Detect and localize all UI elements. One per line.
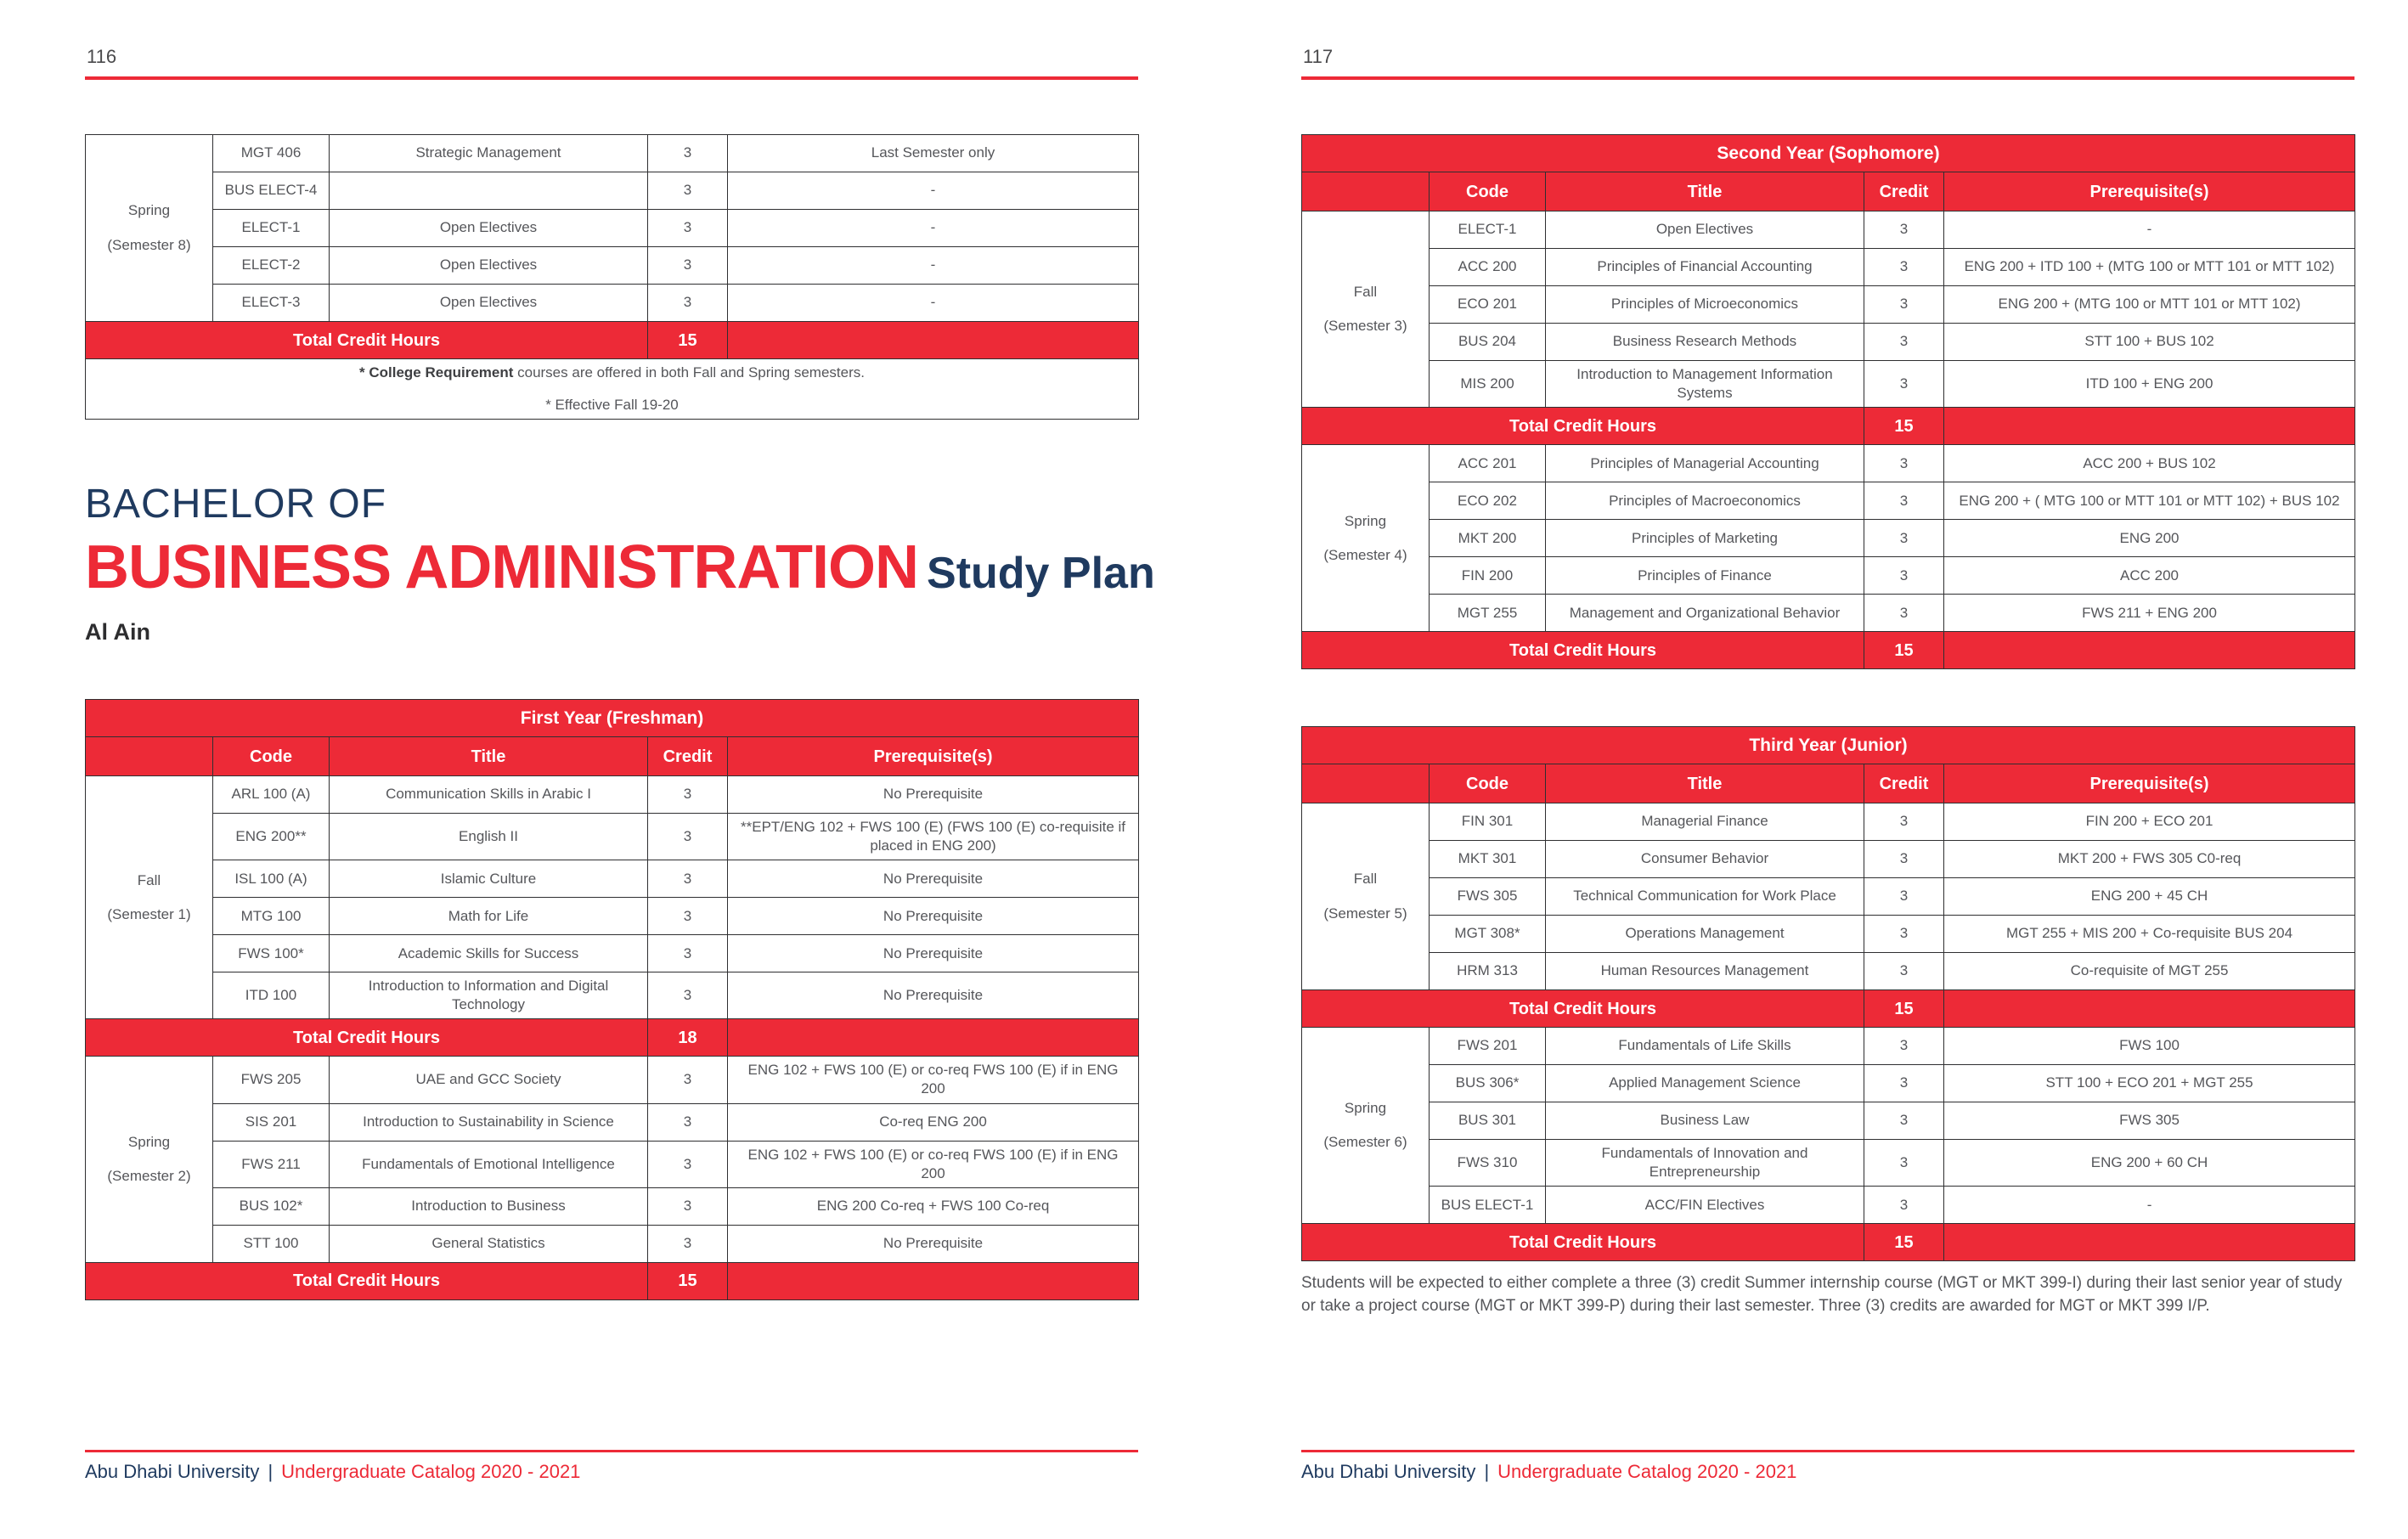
course-prereq-cell: **EPT/ENG 102 + FWS 100 (E) (FWS 100 (E) co-requisite if placed in ENG 200)	[728, 814, 1139, 860]
page-number-left: 116	[87, 46, 117, 67]
course-credit-cell: 3	[1864, 520, 1944, 557]
page-number-right: 117	[1303, 46, 1334, 67]
semester-number: (Semester 1)	[107, 905, 191, 922]
course-credit-cell: 3	[648, 898, 728, 935]
course-code-cell: FWS 305	[1430, 878, 1546, 916]
footer-catalog: Undergraduate Catalog 2020 - 2021	[281, 1461, 581, 1482]
column-header-row	[86, 737, 1139, 776]
semester-label-cell	[86, 135, 213, 322]
footer-catalog: Undergraduate Catalog 2020 - 2021	[1497, 1461, 1797, 1482]
note-line	[93, 396, 1131, 414]
third-year-table	[1301, 726, 2354, 1261]
course-prereq-cell: ENG 200	[1944, 520, 2355, 557]
total-label-cell: Total Credit Hours	[86, 1262, 648, 1299]
semester-name: Spring	[1344, 512, 1387, 529]
course-code-cell: SIS 201	[213, 1103, 330, 1141]
course-title-cell: Human Resources Management	[1546, 953, 1864, 990]
note-text: * Effective Fall 19-20	[545, 397, 679, 414]
semester-name: Spring	[127, 202, 171, 219]
degree-title-line2	[85, 533, 1155, 602]
campus-label: Al Ain	[85, 619, 150, 645]
table-title: Third Year (Junior)	[1302, 727, 2355, 764]
course-code-cell: BUS 306*	[1430, 1065, 1546, 1102]
course-title-cell: Principles of Managerial Accounting	[1546, 445, 1864, 482]
second-year-table	[1301, 134, 2354, 669]
course-title-cell	[330, 172, 648, 210]
note-text: courses are offered in both Fall and Spring semesters.	[513, 364, 865, 381]
course-code-cell: FIN 301	[1430, 803, 1546, 841]
course-code-cell: MGT 406	[213, 135, 330, 172]
course-row	[1302, 249, 2355, 286]
course-row	[86, 1141, 1139, 1187]
course-prereq-cell: ENG 200 + 45 CH	[1944, 878, 2355, 916]
course-row	[1302, 841, 2355, 878]
course-title-cell: Operations Management	[1546, 916, 1864, 953]
course-prereq-cell: FWS 100	[1944, 1028, 2355, 1065]
prereq-header: Prerequisite(s)	[1944, 764, 2355, 803]
semester-header-cell	[86, 737, 213, 776]
course-prereq-cell: Last Semester only	[728, 135, 1139, 172]
total-credit-hours-row	[1302, 632, 2355, 669]
course-code-cell: ECO 201	[1430, 286, 1546, 324]
course-prereq-cell: No Prerequisite	[728, 776, 1139, 814]
total-credit-hours-row	[86, 1019, 1139, 1057]
total-empty-cell	[728, 1019, 1139, 1057]
course-credit-cell: 3	[648, 247, 728, 285]
code-header: Code	[1430, 172, 1546, 211]
semester-number: (Semester 2)	[107, 1168, 191, 1185]
course-code-cell: MIS 200	[1430, 361, 1546, 408]
footer-left	[85, 1461, 580, 1483]
course-credit-cell: 3	[1864, 916, 1944, 953]
course-code-cell: MKT 200	[1430, 520, 1546, 557]
semester-label-cell	[86, 1057, 213, 1262]
footer-rule-left	[85, 1450, 1138, 1452]
course-code-cell: MGT 308*	[1430, 916, 1546, 953]
table-notes-row	[86, 359, 1139, 420]
total-empty-cell	[728, 322, 1139, 359]
course-title-cell: Open Electives	[330, 210, 648, 247]
course-row	[1302, 1028, 2355, 1065]
course-prereq-cell: No Prerequisite	[728, 898, 1139, 935]
course-row	[86, 972, 1139, 1019]
course-title-cell: Principles of Financial Accounting	[1546, 249, 1864, 286]
title-header: Title	[1546, 172, 1864, 211]
semester8-continuation-table	[85, 134, 1138, 420]
course-title-cell: Principles of Macroeconomics	[1546, 482, 1864, 520]
total-label-cell: Total Credit Hours	[86, 322, 648, 359]
first-year-table	[85, 699, 1138, 1300]
title-block	[85, 481, 1155, 645]
course-row	[1302, 361, 2355, 408]
course-code-cell: BUS 204	[1430, 324, 1546, 361]
course-credit-cell: 3	[648, 776, 728, 814]
course-row	[1302, 878, 2355, 916]
course-credit-cell: 3	[1864, 1028, 1944, 1065]
course-title-cell: Introduction to Information and Digital Technology	[330, 972, 648, 1019]
course-prereq-cell: -	[728, 210, 1139, 247]
course-credit-cell: 3	[1864, 211, 1944, 249]
degree-title-major: BUSINESS ADMINISTRATION	[85, 533, 919, 601]
course-row	[1302, 286, 2355, 324]
semester-label-cell	[1302, 803, 1430, 990]
course-row	[1302, 557, 2355, 595]
footer-right	[1301, 1461, 1796, 1483]
course-credit-cell: 3	[1864, 1102, 1944, 1140]
course-title-cell: Principles of Finance	[1546, 557, 1864, 595]
course-prereq-cell: ENG 102 + FWS 100 (E) or co-req FWS 100 (E) if in ENG 200	[728, 1057, 1139, 1103]
semester-header-cell	[1302, 764, 1430, 803]
course-row	[86, 285, 1139, 322]
semester-label-cell	[1302, 445, 1430, 632]
course-title-cell: English II	[330, 814, 648, 860]
course-code-cell: ELECT-2	[213, 247, 330, 285]
credit-header: Credit	[1864, 764, 1944, 803]
total-credits-cell: 15	[1864, 1224, 1944, 1261]
total-credit-hours-row	[86, 322, 1139, 359]
course-row	[1302, 520, 2355, 557]
total-credit-hours-row	[1302, 408, 2355, 445]
course-prereq-cell: No Prerequisite	[728, 860, 1139, 898]
course-prereq-cell: FWS 211 + ENG 200	[1944, 595, 2355, 632]
course-title-cell: Business Research Methods	[1546, 324, 1864, 361]
course-code-cell: ECO 202	[1430, 482, 1546, 520]
course-prereq-cell: -	[728, 247, 1139, 285]
total-credits-cell: 18	[648, 1019, 728, 1057]
course-prereq-cell: FWS 305	[1944, 1102, 2355, 1140]
course-credit-cell: 3	[648, 1057, 728, 1103]
semester-number: (Semester 3)	[1323, 318, 1407, 335]
total-credits-cell: 15	[1864, 632, 1944, 669]
course-credit-cell: 3	[648, 1225, 728, 1262]
table-title-row	[86, 700, 1139, 737]
title-header: Title	[330, 737, 648, 776]
course-prereq-cell: ACC 200	[1944, 557, 2355, 595]
course-title-cell: Technical Communication for Work Place	[1546, 878, 1864, 916]
course-prereq-cell: -	[728, 172, 1139, 210]
footer-rule-right	[1301, 1450, 2354, 1452]
course-row	[86, 1057, 1139, 1103]
course-prereq-cell: No Prerequisite	[728, 972, 1139, 1019]
table-title: First Year (Freshman)	[86, 700, 1139, 737]
course-row	[86, 1225, 1139, 1262]
course-row	[1302, 1102, 2355, 1140]
course-row	[1302, 211, 2355, 249]
course-code-cell: ENG 200**	[213, 814, 330, 860]
course-code-cell: MKT 301	[1430, 841, 1546, 878]
course-credit-cell: 3	[1864, 1187, 1944, 1224]
course-prereq-cell: ENG 200 + ( MTG 100 or MTT 101 or MTT 102) + BUS 102	[1944, 482, 2355, 520]
course-row	[86, 935, 1139, 972]
course-title-cell: Principles of Microeconomics	[1546, 286, 1864, 324]
course-code-cell: BUS ELECT-4	[213, 172, 330, 210]
course-code-cell: ACC 201	[1430, 445, 1546, 482]
course-credit-cell: 3	[648, 285, 728, 322]
course-row	[1302, 1187, 2355, 1224]
study-plan-table	[85, 134, 1139, 420]
course-credit-cell: 3	[648, 972, 728, 1019]
course-code-cell: ELECT-3	[213, 285, 330, 322]
course-prereq-cell: ENG 200 + 60 CH	[1944, 1140, 2355, 1187]
total-credits-cell: 15	[648, 322, 728, 359]
page-left	[85, 0, 1155, 1539]
course-row	[86, 860, 1139, 898]
total-credits-cell: 15	[1864, 990, 1944, 1028]
degree-title-suffix: Study Plan	[927, 549, 1155, 598]
course-prereq-cell: ENG 200 Co-req + FWS 100 Co-req	[728, 1187, 1139, 1225]
internship-note: Students will be expected to either complete a three (3) credit Summer internship course (MGT or MKT 399-I) during their last senior year of study or take a project course (MGT or MKT 399-P) during their last semester. Three (3) credits are awarded for MGT or MKT 399 I/P.	[1301, 1274, 2343, 1315]
course-row	[86, 776, 1139, 814]
course-title-cell: UAE and GCC Society	[330, 1057, 648, 1103]
course-credit-cell: 3	[1864, 878, 1944, 916]
course-code-cell: ITD 100	[213, 972, 330, 1019]
course-title-cell: General Statistics	[330, 1225, 648, 1262]
course-title-cell: ACC/FIN Electives	[1546, 1187, 1864, 1224]
course-row	[86, 247, 1139, 285]
course-credit-cell: 3	[648, 814, 728, 860]
course-credit-cell: 3	[1864, 803, 1944, 841]
course-code-cell: FWS 211	[213, 1141, 330, 1187]
course-prereq-cell: No Prerequisite	[728, 1225, 1139, 1262]
course-code-cell: MGT 255	[1430, 595, 1546, 632]
page-right	[1301, 0, 2354, 1539]
course-prereq-cell: STT 100 + BUS 102	[1944, 324, 2355, 361]
course-prereq-cell: ENG 102 + FWS 100 (E) or co-req FWS 100 (E) if in ENG 200	[728, 1141, 1139, 1187]
semester-number: (Semester 4)	[1323, 546, 1407, 563]
total-label-cell: Total Credit Hours	[1302, 990, 1864, 1028]
course-title-cell: Applied Management Science	[1546, 1065, 1864, 1102]
course-credit-cell: 3	[1864, 249, 1944, 286]
degree-title-line1: BACHELOR OF	[85, 482, 387, 527]
course-code-cell: BUS ELECT-1	[1430, 1187, 1546, 1224]
course-prereq-cell: ITD 100 + ENG 200	[1944, 361, 2355, 408]
course-row	[1302, 1140, 2355, 1187]
course-title-cell: Introduction to Sustainability in Science	[330, 1103, 648, 1141]
course-row	[86, 210, 1139, 247]
course-credit-cell: 3	[1864, 953, 1944, 990]
course-row	[1302, 803, 2355, 841]
course-code-cell: BUS 301	[1430, 1102, 1546, 1140]
title-header: Title	[1546, 764, 1864, 803]
course-prereq-cell: -	[1944, 211, 2355, 249]
course-credit-cell: 3	[648, 935, 728, 972]
course-code-cell: ARL 100 (A)	[213, 776, 330, 814]
course-credit-cell: 3	[648, 135, 728, 172]
course-code-cell: ACC 200	[1430, 249, 1546, 286]
total-credit-hours-row	[1302, 1224, 2355, 1261]
course-row	[1302, 953, 2355, 990]
course-row	[1302, 445, 2355, 482]
table-title-row	[1302, 135, 2355, 172]
course-credit-cell: 3	[1864, 1065, 1944, 1102]
semester-name: Fall	[1353, 284, 1378, 300]
semester-name: Spring	[127, 1133, 171, 1150]
total-credit-hours-row	[1302, 990, 2355, 1028]
course-row	[86, 814, 1139, 860]
course-row	[86, 172, 1139, 210]
course-code-cell: FWS 205	[213, 1057, 330, 1103]
course-credit-cell: 3	[648, 1141, 728, 1187]
total-credits-cell: 15	[648, 1262, 728, 1299]
course-prereq-cell: -	[728, 285, 1139, 322]
course-prereq-cell: Co-requisite of MGT 255	[1944, 953, 2355, 990]
column-header-row	[1302, 764, 2355, 803]
course-prereq-cell: FIN 200 + ECO 201	[1944, 803, 2355, 841]
course-credit-cell: 3	[1864, 595, 1944, 632]
study-plan-table	[1301, 134, 2355, 669]
total-empty-cell	[1944, 1224, 2355, 1261]
total-label-cell: Total Credit Hours	[86, 1019, 648, 1057]
course-row	[86, 135, 1139, 172]
footer-university: Abu Dhabi University	[85, 1461, 260, 1482]
credit-header: Credit	[648, 737, 728, 776]
note-bold-text: * College Requirement	[359, 364, 514, 381]
column-header-row	[1302, 172, 2355, 211]
semester-number: (Semester 5)	[1323, 905, 1407, 922]
note-line	[93, 364, 1131, 382]
course-title-cell: Math for Life	[330, 898, 648, 935]
semester-number: (Semester 8)	[107, 236, 191, 253]
course-credit-cell: 3	[648, 172, 728, 210]
study-plan-table	[1301, 726, 2355, 1261]
course-code-cell: FIN 200	[1430, 557, 1546, 595]
footer-separator: |	[268, 1461, 274, 1482]
course-prereq-cell: No Prerequisite	[728, 935, 1139, 972]
total-credits-cell: 15	[1864, 408, 1944, 445]
table-title-row	[1302, 727, 2355, 764]
course-code-cell: MTG 100	[213, 898, 330, 935]
course-code-cell: STT 100	[213, 1225, 330, 1262]
prereq-header: Prerequisite(s)	[728, 737, 1139, 776]
course-title-cell: Open Electives	[330, 285, 648, 322]
course-code-cell: FWS 201	[1430, 1028, 1546, 1065]
course-prereq-cell: Co-req ENG 200	[728, 1103, 1139, 1141]
course-credit-cell: 3	[1864, 482, 1944, 520]
prereq-header: Prerequisite(s)	[1944, 172, 2355, 211]
course-code-cell: HRM 313	[1430, 953, 1546, 990]
semester-name: Fall	[1353, 871, 1378, 888]
total-empty-cell	[1944, 408, 2355, 445]
study-plan-table	[85, 699, 1139, 1300]
course-title-cell: Fundamentals of Emotional Intelligence	[330, 1141, 648, 1187]
course-title-cell: Introduction to Business	[330, 1187, 648, 1225]
course-prereq-cell: ENG 200 + ITD 100 + (MTG 100 or MTT 101 or MTT 102)	[1944, 249, 2355, 286]
course-title-cell: Strategic Management	[330, 135, 648, 172]
total-credit-hours-row	[86, 1262, 1139, 1299]
semester-number: (Semester 6)	[1323, 1134, 1407, 1151]
course-prereq-cell: ENG 200 + (MTG 100 or MTT 101 or MTT 102)	[1944, 286, 2355, 324]
course-prereq-cell: -	[1944, 1187, 2355, 1224]
course-code-cell: ELECT-1	[213, 210, 330, 247]
semester-label-cell	[86, 776, 213, 1019]
header-rule-right	[1301, 76, 2354, 80]
total-empty-cell	[1944, 990, 2355, 1028]
course-title-cell: Principles of Marketing	[1546, 520, 1864, 557]
course-title-cell: Academic Skills for Success	[330, 935, 648, 972]
course-prereq-cell: MGT 255 + MIS 200 + Co-requisite BUS 204	[1944, 916, 2355, 953]
total-label-cell: Total Credit Hours	[1302, 408, 1864, 445]
course-code-cell: ISL 100 (A)	[213, 860, 330, 898]
course-credit-cell: 3	[648, 860, 728, 898]
course-code-cell: FWS 310	[1430, 1140, 1546, 1187]
course-title-cell: Islamic Culture	[330, 860, 648, 898]
course-title-cell: Communication Skills in Arabic I	[330, 776, 648, 814]
course-row	[1302, 1065, 2355, 1102]
course-title-cell: Managerial Finance	[1546, 803, 1864, 841]
course-credit-cell: 3	[648, 1103, 728, 1141]
course-row	[1302, 324, 2355, 361]
footer-university: Abu Dhabi University	[1301, 1461, 1476, 1482]
total-label-cell: Total Credit Hours	[1302, 1224, 1864, 1261]
course-row	[1302, 595, 2355, 632]
course-row	[1302, 916, 2355, 953]
course-row	[86, 1187, 1139, 1225]
course-code-cell: ELECT-1	[1430, 211, 1546, 249]
semester-header-cell	[1302, 172, 1430, 211]
credit-header: Credit	[1864, 172, 1944, 211]
course-prereq-cell: STT 100 + ECO 201 + MGT 255	[1944, 1065, 2355, 1102]
course-code-cell: BUS 102*	[213, 1187, 330, 1225]
course-credit-cell: 3	[1864, 841, 1944, 878]
course-code-cell: FWS 100*	[213, 935, 330, 972]
semester-name: Fall	[137, 871, 161, 888]
header-rule-left	[85, 76, 1138, 80]
code-header: Code	[1430, 764, 1546, 803]
table-notes-cell	[86, 359, 1139, 420]
course-row	[86, 898, 1139, 935]
course-credit-cell: 3	[648, 210, 728, 247]
semester-name: Spring	[1344, 1100, 1387, 1116]
course-title-cell: Fundamentals of Life Skills	[1546, 1028, 1864, 1065]
course-credit-cell: 3	[1864, 557, 1944, 595]
course-title-cell: Management and Organizational Behavior	[1546, 595, 1864, 632]
code-header: Code	[213, 737, 330, 776]
course-title-cell: Introduction to Management Information Systems	[1546, 361, 1864, 408]
course-row	[86, 1103, 1139, 1141]
course-prereq-cell: ACC 200 + BUS 102	[1944, 445, 2355, 482]
course-credit-cell: 3	[1864, 1140, 1944, 1187]
semester-label-cell	[1302, 211, 1430, 408]
course-credit-cell: 3	[1864, 445, 1944, 482]
semester-label-cell	[1302, 1028, 1430, 1224]
footer-separator: |	[1484, 1461, 1490, 1482]
course-title-cell: Business Law	[1546, 1102, 1864, 1140]
total-label-cell: Total Credit Hours	[1302, 632, 1864, 669]
course-credit-cell: 3	[648, 1187, 728, 1225]
course-row	[1302, 482, 2355, 520]
course-credit-cell: 3	[1864, 324, 1944, 361]
course-prereq-cell: MKT 200 + FWS 305 C0-req	[1944, 841, 2355, 878]
table-title: Second Year (Sophomore)	[1302, 135, 2355, 172]
course-credit-cell: 3	[1864, 286, 1944, 324]
course-credit-cell: 3	[1864, 361, 1944, 408]
total-empty-cell	[728, 1262, 1139, 1299]
course-title-cell: Open Electives	[1546, 211, 1864, 249]
course-title-cell: Consumer Behavior	[1546, 841, 1864, 878]
course-title-cell: Fundamentals of Innovation and Entrepreneurship	[1546, 1140, 1864, 1187]
course-title-cell: Open Electives	[330, 247, 648, 285]
total-empty-cell	[1944, 632, 2355, 669]
